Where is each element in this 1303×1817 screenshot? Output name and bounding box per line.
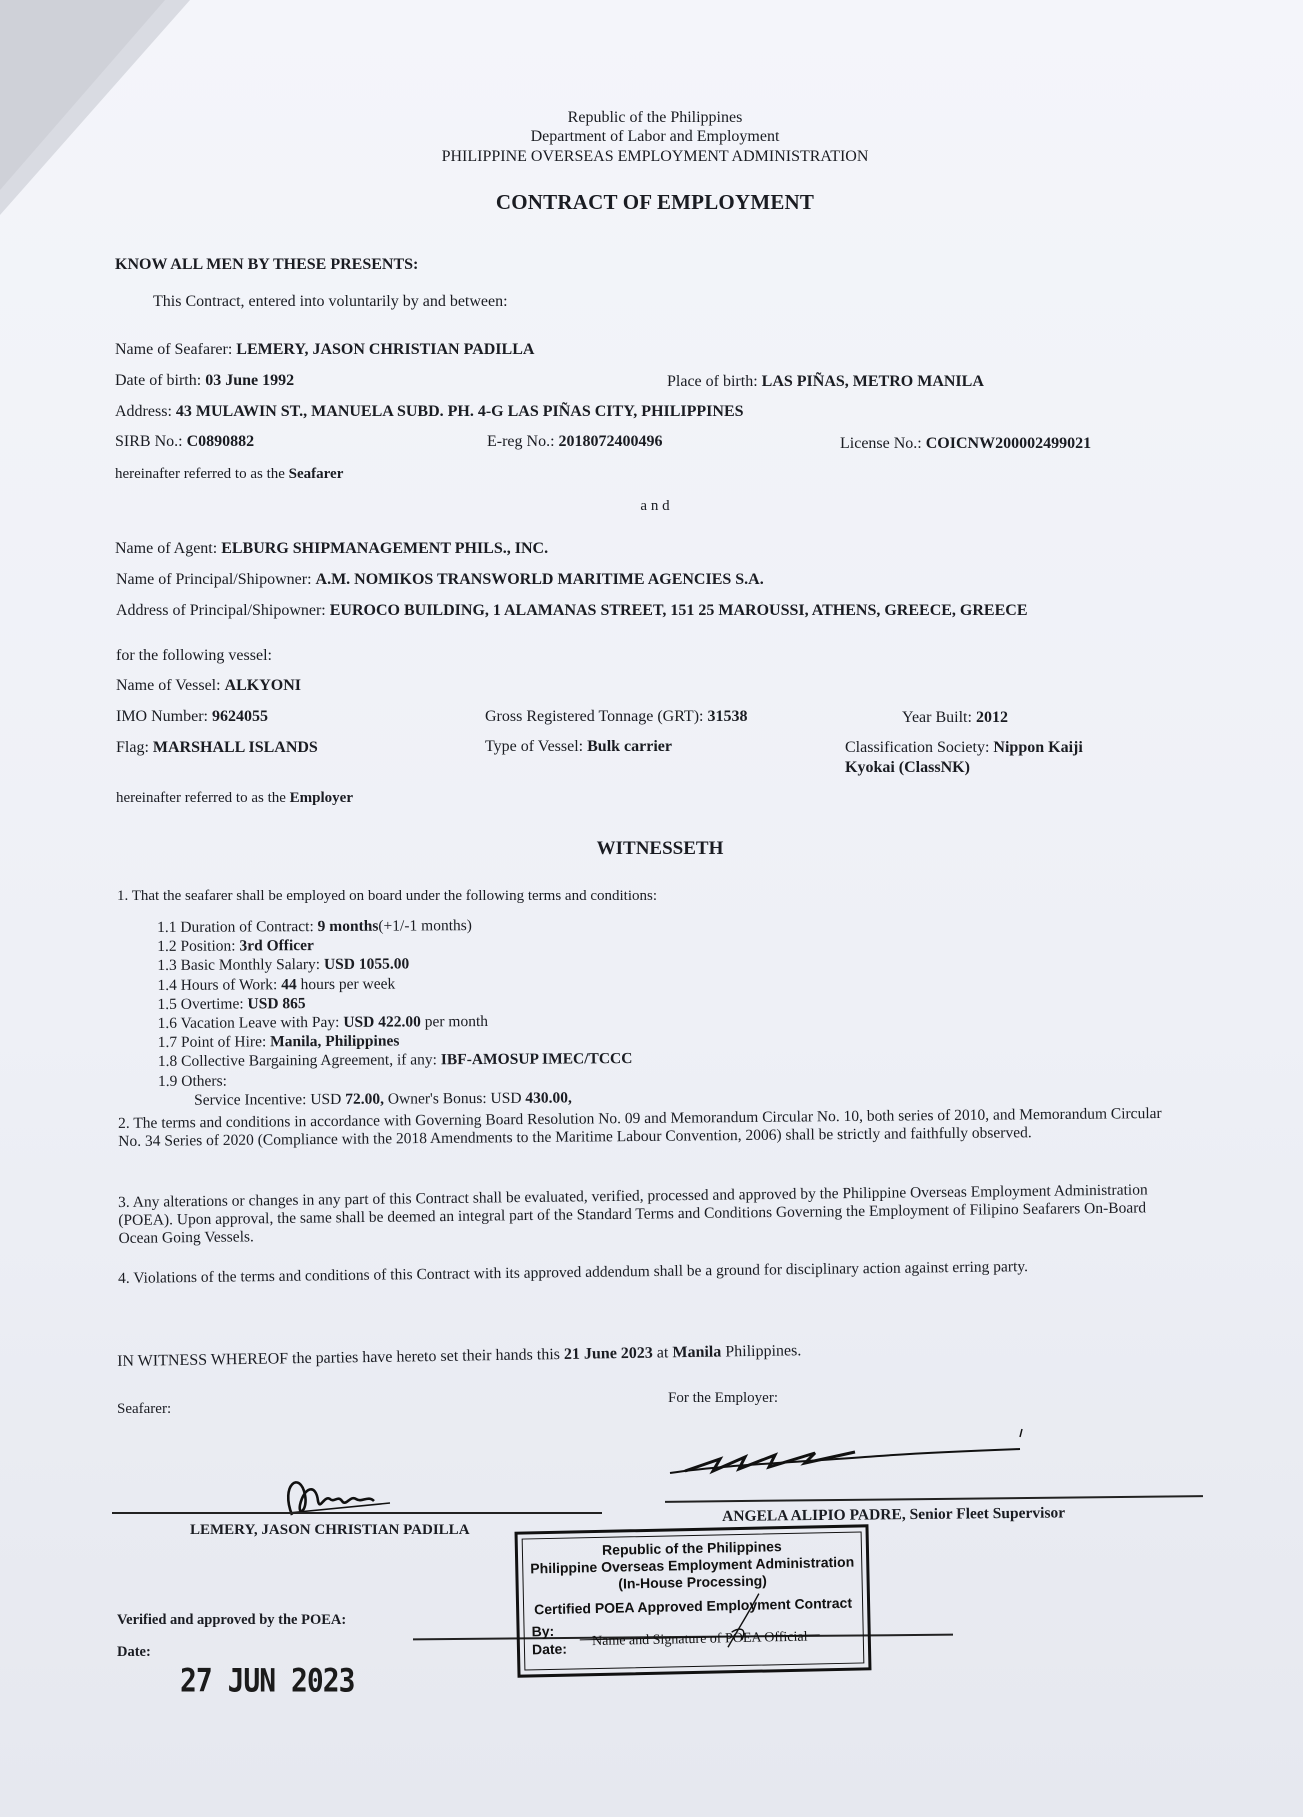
- seafarer-signature: [270, 1465, 400, 1525]
- address-value: 43 MULAWIN ST., MANUELA SUBD. PH. 4-G LAS PIÑAS CITY, PHILIPPINES: [175, 403, 744, 420]
- dob-label: Date of birth:: [115, 372, 202, 389]
- vessel-row: [116, 677, 301, 695]
- terms-list: [157, 915, 633, 1110]
- agent-label: Name of Agent:: [115, 540, 218, 557]
- vessel-type-label: Type of Vessel:: [485, 738, 584, 755]
- flag-row: [116, 739, 318, 757]
- flag-label: Flag:: [116, 739, 149, 756]
- class-label: Classification Society:: [845, 739, 990, 756]
- stamp-line-4: Certified POEA Approved Employment Contract: [534, 1594, 853, 1618]
- class-row: [845, 739, 1083, 757]
- address-label: Address:: [115, 403, 172, 420]
- grt-value: 31538: [707, 708, 748, 725]
- term-1-6-value: USD 422.00: [343, 1013, 421, 1031]
- poea-certification-stamp: [515, 1524, 872, 1677]
- witness-suffix: Philippines.: [725, 1342, 802, 1361]
- seafarer-referred-as: Seafarer: [288, 466, 344, 482]
- verified-label: Verified and approved by the POEA:: [117, 1612, 347, 1628]
- seafarer-signature-line: [112, 1512, 602, 1514]
- grt-row: [485, 708, 747, 726]
- term-1-4-suffix: hours per week: [300, 975, 396, 993]
- vessel-type-value: Bulk carrier: [587, 738, 672, 755]
- page-fold-shadow: [0, 0, 165, 190]
- owners-bonus-label: Owner's Bonus: USD: [387, 1089, 522, 1108]
- employer-printed-name: ANGELA ALIPIO PADRE, Senior Fleet Supervisor: [722, 1504, 1066, 1525]
- vessel-label: Name of Vessel:: [116, 677, 221, 694]
- license-row: [840, 435, 1091, 453]
- know-all-men: KNOW ALL MEN BY THESE PRESENTS:: [115, 256, 419, 273]
- employer-signature: [665, 1425, 1035, 1485]
- term-1-4-value: 44: [281, 975, 297, 993]
- clause-2: 2. The terms and conditions in accordance with Governing Board Resolution No. 09 and Memorandum Circular No. 10, both series of 2010, and Memorandum Circular No. 34 Series of 2020 (Compliance with the 2018 Amendments to the Maritime Labour Convention, 2006) shall be strictly and faithfully observed.: [118, 1104, 1162, 1150]
- poea-official-caption: Name and Signature of POEA Official: [591, 1629, 808, 1650]
- employer-signature-label: For the Employer:: [668, 1390, 778, 1406]
- principal-address-label: Address of Principal/Shipowner:: [116, 602, 326, 619]
- principal-address-value: EUROCO BUILDING, 1 ALAMANAS STREET, 151 25 MAROUSSI, ATHENS, GREECE, GREECE: [329, 602, 1028, 619]
- year-row: [902, 709, 1008, 727]
- term-1-1-value: 9 months: [317, 917, 379, 936]
- term-1-6-suffix: per month: [424, 1012, 489, 1031]
- grt-label: Gross Registered Tonnage (GRT):: [485, 708, 704, 725]
- term-1-9-label: 1.9 Others:: [157, 1072, 227, 1090]
- witnesseth-heading: WITNESSETH: [596, 838, 724, 859]
- term-1-9-others: [158, 1088, 633, 1110]
- stamp-by-label: By:: [531, 1622, 555, 1640]
- seafarer-referred: [115, 466, 343, 483]
- stamp-line-3: (In-House Processing): [618, 1572, 768, 1592]
- header-line-3: PHILIPPINE OVERSEAS EMPLOYMENT ADMINISTRATION: [441, 148, 869, 165]
- date-stamp: 27 JUN 2023: [180, 1661, 355, 1700]
- witness-date: 21 June 2023: [563, 1344, 653, 1363]
- agent-value: ELBURG SHIPMANAGEMENT PHILS., INC.: [221, 540, 549, 557]
- service-incentive-value: 72.00,: [345, 1090, 385, 1108]
- clause-4: 4. Violations of the terms and conditions of this Contract with its approved addendum shall be a ground for disciplinary action against erring party.: [118, 1258, 1029, 1287]
- seafarer-signature-label: Seafarer:: [117, 1401, 172, 1417]
- imo-label: IMO Number:: [116, 708, 208, 725]
- seafarer-name-row: [115, 341, 534, 359]
- header-line-2: Department of Labor and Employment: [530, 128, 780, 145]
- sirb-value: C0890882: [186, 433, 255, 450]
- agent-row: [115, 540, 548, 558]
- pob-value: LAS PIÑAS, METRO MANILA: [761, 373, 984, 390]
- flag-value: MARSHALL ISLANDS: [152, 739, 318, 756]
- employer-referred: [116, 790, 353, 807]
- term-1-1-label: 1.1 Duration of Contract:: [157, 918, 314, 936]
- ereg-value: 2018072400496: [558, 433, 663, 450]
- witness-prefix: IN WITNESS WHEREOF the parties have hereto set their hands this: [117, 1346, 561, 1370]
- imo-row: [116, 708, 268, 726]
- license-label: License No.:: [840, 435, 922, 452]
- term-1-8-label: 1.8 Collective Bargaining Agreement, if any:: [157, 1051, 438, 1071]
- employer-referred-text: hereinafter referred to as the: [116, 790, 286, 806]
- term-1-8: [158, 1050, 633, 1072]
- imo-value: 9624055: [211, 708, 268, 725]
- pob-label: Place of birth:: [667, 373, 758, 390]
- pob-row: [667, 373, 984, 391]
- vessel-value: ALKYONI: [224, 677, 302, 694]
- term-1-6-label: 1.6 Vacation Leave with Pay:: [157, 1013, 340, 1033]
- dob-row: [115, 372, 294, 390]
- clause-3: 3. Any alterations or changes in any part of this Contract shall be evaluated, verified, processed and approved by the Philippine Overseas Employment Administration (POEA). Upon approval, the same shall be deemed an integral part of the Standard Terms and Conditions Governing the Employment of Filipino Seafarers On-Board Ocean Going Vessels.: [118, 1181, 1148, 1247]
- witness-line: [117, 1342, 801, 1371]
- year-value: 2012: [975, 709, 1008, 726]
- principal-address-row: [116, 602, 1028, 620]
- vessel-type-row: [485, 738, 672, 756]
- term-1-4-label: 1.4 Hours of Work:: [157, 975, 278, 994]
- term-1-8-value: IBF-AMOSUP IMEC/TCCC: [440, 1050, 633, 1069]
- witness-place: Manila: [672, 1343, 722, 1362]
- service-incentive-label: Service Incentive: USD: [194, 1090, 342, 1109]
- seafarer-name-label: Name of Seafarer:: [115, 341, 233, 358]
- sirb-label: SIRB No.:: [115, 433, 183, 450]
- header-line-1: Republic of the Philippines: [567, 109, 743, 126]
- ereg-label: E-reg No.:: [487, 433, 555, 450]
- clause-1: 1. That the seafarer shall be employed on board under the following terms and conditions:: [117, 888, 657, 904]
- stamp-line-2: Philippine Overseas Employment Administration: [530, 1553, 855, 1577]
- dob-value: 03 June 1992: [205, 372, 295, 389]
- witness-at: at: [656, 1344, 669, 1362]
- seafarer-name: LEMERY, JASON CHRISTIAN PADILLA: [236, 341, 535, 358]
- year-label: Year Built:: [902, 709, 972, 726]
- stamp-initials-mark: [719, 1591, 770, 1652]
- seafarer-referred-text: hereinafter referred to as the: [115, 466, 285, 482]
- owners-bonus-value: 430.00,: [525, 1089, 572, 1107]
- term-1-1-suffix: (+1/-1 months): [378, 917, 472, 935]
- term-1-5-label: 1.5 Overtime:: [157, 995, 244, 1013]
- term-1-2-label: 1.2 Position:: [157, 937, 236, 956]
- stamp-line-1: Republic of the Philippines: [601, 1538, 782, 1558]
- principal-row: [116, 571, 764, 589]
- class-value-1: Nippon Kaiji: [993, 739, 1083, 756]
- term-1-7-label: 1.7 Point of Hire:: [157, 1033, 267, 1052]
- term-1-2-value: 3rd Officer: [239, 937, 314, 955]
- license-value: COICNW200002499021: [925, 435, 1092, 452]
- date-label: Date:: [117, 1644, 151, 1660]
- document-title: CONTRACT OF EMPLOYMENT: [495, 190, 815, 214]
- stamp-date-label: Date:: [531, 1640, 568, 1658]
- and-separator: a n d: [640, 498, 670, 514]
- term-1-5-value: USD 865: [247, 994, 306, 1013]
- principal-value: A.M. NOMIKOS TRANSWORLD MARITIME AGENCIES S.A.: [315, 571, 764, 588]
- seafarer-printed-name: LEMERY, JASON CHRISTIAN PADILLA: [190, 1522, 470, 1538]
- address-row: [115, 403, 744, 421]
- ereg-row: [487, 433, 663, 451]
- term-1-3-label: 1.3 Basic Monthly Salary:: [157, 956, 321, 975]
- class-value-2: Kyokai (ClassNK): [845, 759, 970, 776]
- employer-referred-as: Employer: [289, 790, 353, 806]
- employer-signature-line: [665, 1495, 1203, 1502]
- sirb-row: [115, 433, 254, 451]
- term-1-3-value: USD 1055.00: [323, 955, 410, 974]
- term-1-7-value: Manila, Philippines: [270, 1032, 400, 1051]
- intro-text: This Contract, entered into voluntarily by and between:: [153, 293, 508, 310]
- principal-label: Name of Principal/Shipowner:: [116, 571, 312, 588]
- for-vessel: for the following vessel:: [116, 647, 272, 664]
